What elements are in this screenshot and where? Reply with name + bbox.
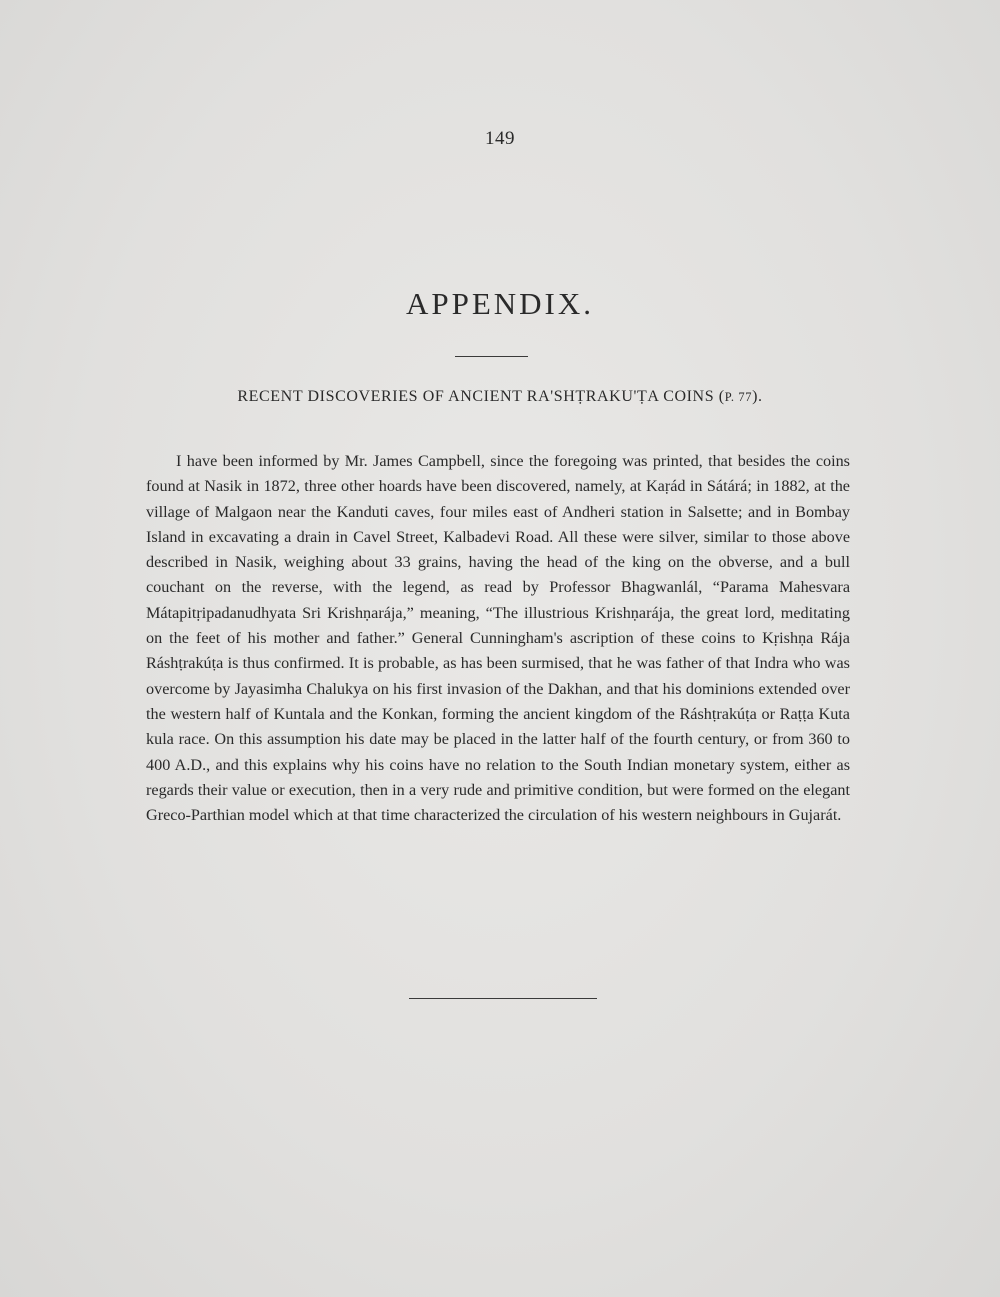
end-divider bbox=[409, 998, 597, 999]
appendix-title: APPENDIX. bbox=[405, 286, 595, 321]
section-heading-end: ). bbox=[752, 388, 763, 405]
title-divider bbox=[455, 356, 528, 357]
section-heading-page-ref: P. 77 bbox=[724, 390, 753, 404]
page-number: 149 bbox=[485, 128, 515, 149]
section-heading-main: RECENT DISCOVERIES OF ANCIENT RA'SHṬRAKU'ṬA COINS ( bbox=[237, 388, 725, 405]
body-paragraph: I have been informed by Mr. James Campbell, since the foregoing was printed, that besides the coins found at Nasik in 1872, three other hoards have been discovered, namely, at Kaṛád in Sátárá; in 1882, at the village of Malgaon near the Kanduti caves, four miles east of Andheri station in Salsette; and in Bombay Island in excavating a drain in Cavel Street, Kalbadevi Road. All these were silver, similar to those above described in Nasik, weighing about 33 grains, having the head of the king on the obverse, and a bull couchant on the reverse, with the legend, as read by Professor Bhagwanlál, “Parama Mahesvara Mátapitṛipadanudhyata Sri Krishṇarája,” meaning, “The illustrious Krishṇarája, the great lord, meditating on the feet of his mother and father.” General Cunningham's ascription of these coins to Kṛishṇa Rája Ráshṭrakúṭa is thus confirmed. It is probable, as has been surmised, that he was father of that Indra who was overcome by Jayasimha Chalukya on his first invasion of the Dakhan, and that his dominions extended over the western half of Kuntala and the Konkan, forming the ancient kingdom of the Ráshṭrakúṭa or Raṭṭa Kuta kula race. On this assumption his date may be placed in the latter half of the fourth century, or from 360 to 400 A.D., and this explains why his coins have no relation to the South Indian monetary system, either as regards their value or execution, then in a very rude and primitive condition, but were formed on the elegant Greco-Parthian model which at that time characterized the circulation of his western neighbours in Gujarát. bbox=[146, 452, 850, 825]
section-heading bbox=[0, 388, 1000, 406]
